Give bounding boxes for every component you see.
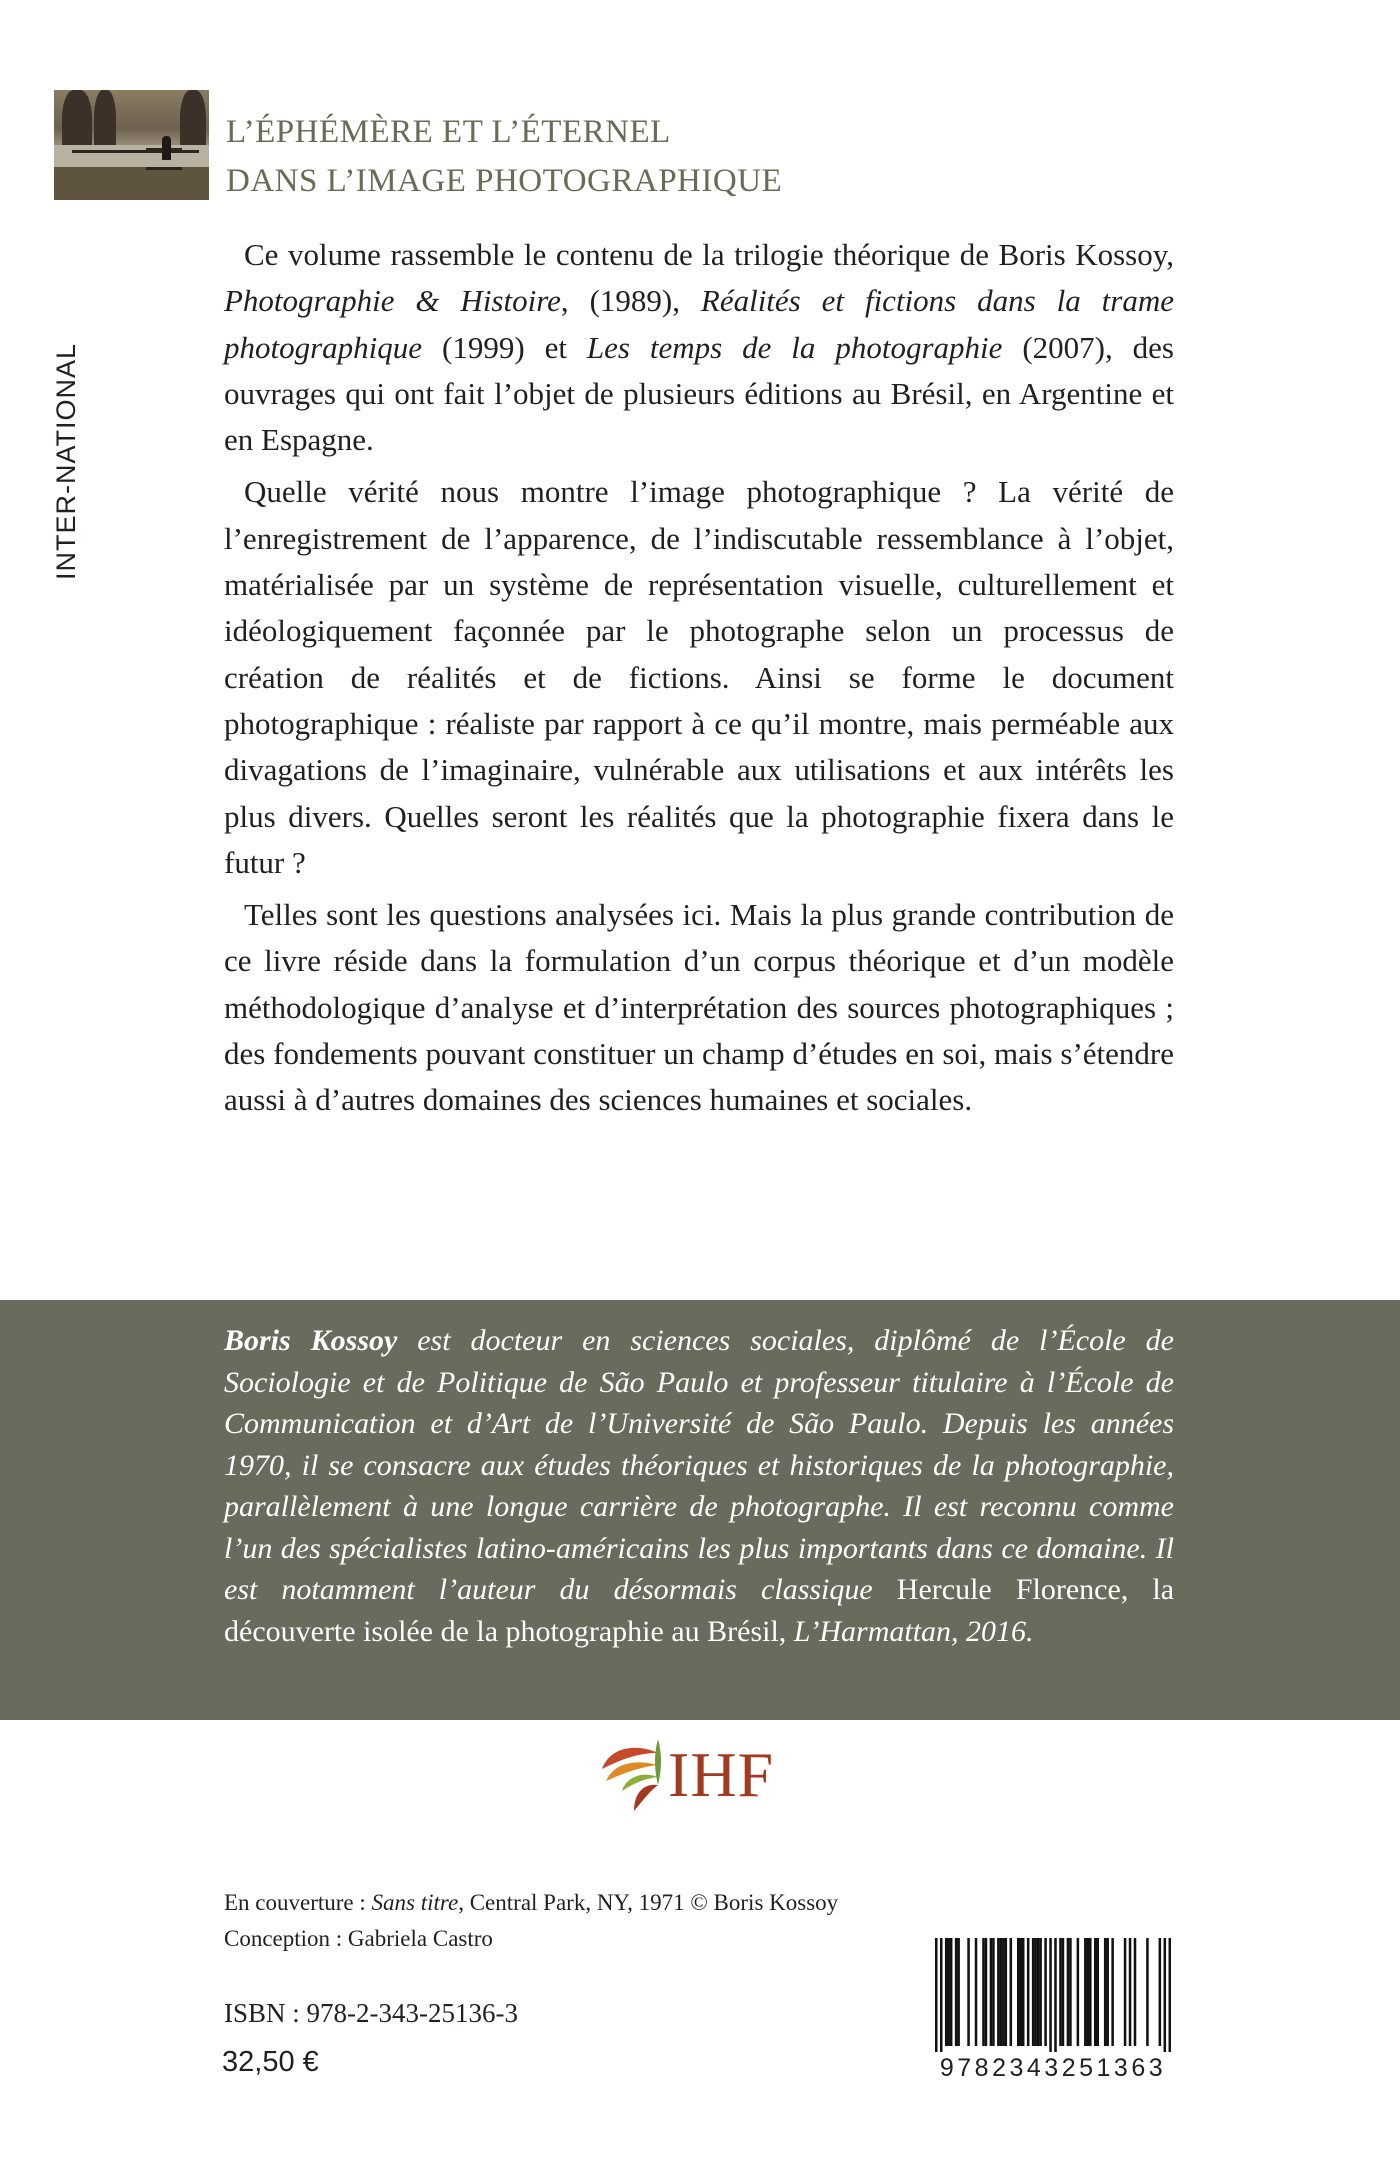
barcode-bar — [945, 1938, 948, 2046]
barcode-bar — [1000, 1938, 1003, 2046]
barcode-bar — [1134, 1938, 1137, 2046]
barcode-bar — [1124, 1938, 1127, 2046]
barcode-bar — [1027, 1938, 1030, 2046]
barcode-bar — [1094, 1938, 1097, 2046]
barcode-bar — [935, 1938, 938, 2052]
logo-leaf-4 — [634, 1785, 658, 1811]
barcode-bar — [1087, 1938, 1090, 2046]
barcode-bar — [1164, 1938, 1167, 2052]
barcode-bar — [1049, 1938, 1052, 2052]
barcode-bar — [1019, 1938, 1022, 2046]
author-bio-text: Boris Kossoy est docteur en sciences sociales, diplômé de l’École de Sociologie et de Politique de São Paulo et professeur titulaire à l’École de Communication et d’Art de l’Université de São Paulo. Depuis les années 1970, il se consacre aux études théoriques et historiques de la photographie, parallèlement à une longue carrière de photographe. Il est reconnu comme l’un des spécialistes latino-américains les plus importants dans ce domaine. Il est notamment l’auteur du désormais classique Hercule Florence, la découverte isolée de la photographie au Brésil, L’Harmattan, 2016. — [224, 1324, 1175, 1648]
barcode-bar — [1044, 1938, 1047, 2046]
isbn: ISBN : 978-2-343-25136-3 — [224, 1998, 518, 2028]
publisher-logo-text: IHF — [668, 1739, 775, 1810]
barcode — [935, 1938, 1171, 2084]
barcode-bar — [1059, 1938, 1062, 2046]
summary — [224, 232, 1174, 1130]
barcode-bar — [1054, 1938, 1057, 2052]
logo-leaf-5 — [655, 1739, 661, 1785]
barcode-bar — [1077, 1938, 1080, 2046]
barcode-bars — [935, 1938, 1171, 2052]
barcode-bar — [1037, 1938, 1040, 2046]
barcode-bar — [1146, 1938, 1149, 2046]
barcode-bar — [1089, 1938, 1092, 2046]
summary-paragraph-2: Quelle vérité nous montre l’image photographique ? La vérité de l’enregistrement de l’apparence, de l’indiscutable ressemblance à l’objet, matérialisée par un système de représentation visuelle, culturellement et idéologiquement façonnée par le photographe selon un processus de création de réalités et de fictions. Ainsi se forme le document photographique : réaliste par rapport à ce qu’il montre, mais perméable aux divagations de l’imaginaire, vulnérable aux utilisations et aux intérêts les plus divers. Quelles seront les réalités que la photographie fixera dans le futur ? — [224, 474, 1174, 880]
barcode-bar — [1034, 1938, 1037, 2046]
barcode-bar — [1111, 1938, 1114, 2046]
cover-thumbnail-photo — [54, 90, 209, 200]
credits — [224, 1885, 838, 1957]
barcode-bar — [950, 1938, 953, 2046]
barcode-bar — [1002, 1938, 1005, 2046]
book-title-line-1: L’ÉPHÉMÈRE ET L’ÉTERNEL — [226, 114, 671, 150]
barcode-bar — [1017, 1938, 1020, 2046]
barcode-bar — [1069, 1938, 1072, 2046]
book-title — [226, 108, 782, 206]
design-credit: Conception : Gabriela Castro — [224, 1926, 493, 1951]
barcode-bar — [997, 1938, 1000, 2046]
barcode-bar — [1067, 1938, 1070, 2046]
barcode-bar — [992, 1938, 995, 2046]
referenced-book-title: Hercule Florence, la découverte isolée de la photographie au Brésil, — [224, 1573, 1175, 1648]
barcode-bar — [1005, 1938, 1008, 2046]
barcode-bar — [985, 1938, 988, 2046]
barcode-bar — [1106, 1938, 1109, 2046]
collection-label: INTER-NATIONAL — [51, 342, 81, 580]
book-title-line-2: DANS L’IMAGE PHOTOGRAPHIQUE — [226, 163, 783, 199]
barcode-bar — [1159, 1938, 1162, 2046]
author-name: Boris Kossoy — [224, 1324, 398, 1357]
barcode-bar — [957, 1938, 960, 2046]
barcode-bar — [975, 1938, 978, 2046]
barcode-bar — [955, 1938, 958, 2046]
barcode-bar — [1010, 1938, 1013, 2046]
summary-paragraph-3: Telles sont les questions analysées ici. Mais la plus grande contribution de ce livre réside dans la formulation d’un corpus théorique et d’un modèle méthodologique d’analyse et d’interprétation des sources photographiques ; des fondements pouvant constituer un champ d’études en soi, mais s’étendre aussi à d’autres domaines des sciences humaines et sociales. — [224, 897, 1174, 1118]
barcode-bar — [947, 1938, 950, 2046]
barcode-bar — [1104, 1938, 1107, 2046]
barcode-bar — [1062, 1938, 1065, 2046]
barcode-bar — [1129, 1938, 1132, 2046]
barcode-bar — [1084, 1938, 1087, 2046]
barcode-bar — [940, 1938, 943, 2052]
barcode-bar — [1022, 1938, 1025, 2046]
barcode-bar — [990, 1938, 993, 2046]
barcode-bar — [967, 1938, 970, 2046]
summary-paragraph-1: Ce volume rassemble le contenu de la trilogie théorique de Boris Kossoy, Photographie & Histoire, (1989), Réalités et fictions dans la trame photographique (1999) et Les temps de la photographie (2007), des ouvrages qui ont fait l’objet de plusieurs éditions au Brésil, en Argentine et en Espagne. — [224, 237, 1174, 458]
barcode-bar — [1169, 1938, 1171, 2052]
barcode-bar — [1096, 1938, 1099, 2046]
author-bio-panel — [0, 1300, 1400, 1720]
barcode-digits: 9782343251363 — [939, 2054, 1167, 2082]
price: 32,50 € — [222, 2046, 319, 2078]
cover-credit: En couverture : Sans titre, Central Park, NY, 1971 © Boris Kossoy — [224, 1890, 839, 1915]
barcode-bar — [1039, 1938, 1042, 2046]
barcode-bar — [982, 1938, 985, 2046]
barcode-bar — [1032, 1938, 1035, 2046]
